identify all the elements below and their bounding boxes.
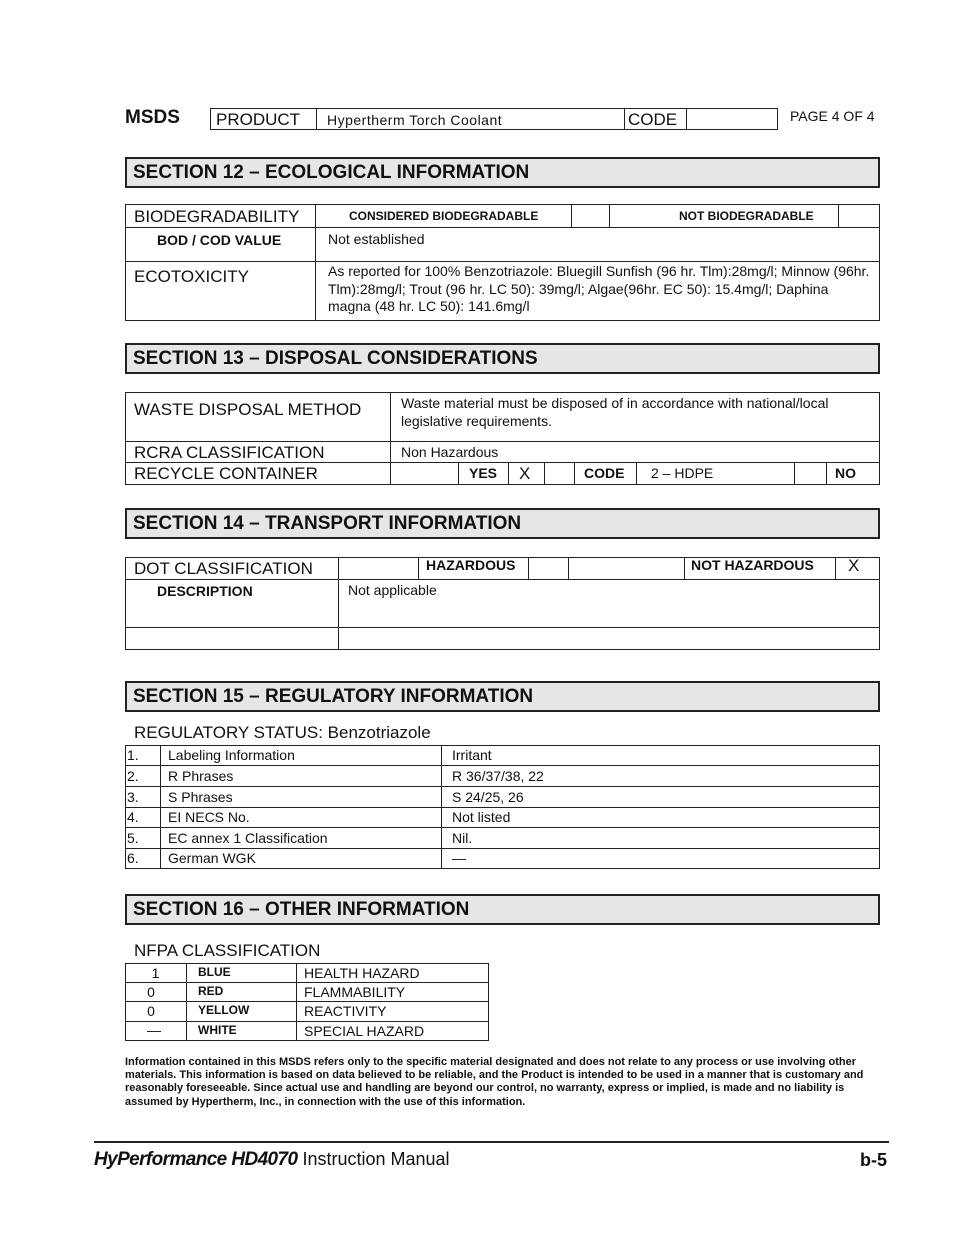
product-value: Hypertherm Torch Coolant — [327, 112, 503, 128]
reg-row-1-num: 1. — [127, 747, 139, 763]
nfpa-row-1-hazard: HEALTH HAZARD — [304, 965, 420, 981]
reg-row-2-item: R Phrases — [168, 768, 234, 784]
reg-row-2-value: R 36/37/38, 22 — [452, 768, 544, 784]
recycle-yes-mark: X — [519, 464, 531, 483]
bod-cod-label: BOD / COD VALUE — [157, 232, 282, 248]
not-biodegradable-checkbox — [840, 206, 878, 226]
code-value-cell — [686, 108, 778, 130]
ecotoxicity-value: As reported for 100% Benzotriazole: Bluegill Sunfish (96 hr. Tlm):28mg/l; Minnow (96hr. Tlm):28mg/l; Trout (96 hr. LC 50): 39mg/l; Algae(96hr. EC 50): 15.4mg/l; Daphina magna (48 hr. LC 50): 141.6mg/l — [328, 263, 870, 314]
nfpa-row-4-num: — — [147, 1022, 161, 1038]
reg-row-4-item: EI NECS No. — [168, 809, 250, 825]
reg-row-5-num: 5. — [127, 830, 139, 846]
recycle-yes-label: YES — [469, 465, 498, 481]
waste-disposal-label: WASTE DISPOSAL METHOD — [134, 400, 362, 419]
nfpa-row-3-num: 0 — [147, 1003, 155, 1019]
reg-row-6-item: German WGK — [168, 850, 256, 866]
recycle-code-label: CODE — [584, 465, 625, 481]
nfpa-row-2-num: 0 — [147, 984, 155, 1000]
footer-page-number: b-5 — [860, 1150, 887, 1170]
code-label: CODE — [628, 110, 678, 129]
nfpa-row-4-color: WHITE — [198, 1023, 237, 1037]
footer-rule — [94, 1141, 889, 1143]
recycle-no-label: NO — [835, 465, 856, 481]
nfpa-row-1-color: BLUE — [198, 965, 231, 979]
code-label-cell — [624, 108, 687, 130]
waste-disposal-value: Waste material must be disposed of in accordance with national/local legislative requirements. — [401, 395, 829, 429]
section-12-title: SECTION 12 – ECOLOGICAL INFORMATION — [125, 157, 880, 188]
nfpa-row-2-hazard: FLAMMABILITY — [304, 984, 406, 1000]
disclaimer: Information contained in this MSDS refers only to the specific material designated and does not relate to any process or use involving other materials. This information is based on data believed to be reliable, and the Product is intended to be used in a manner that is customary and reasonably foreseeable. Since actual use and handling are beyond our control, no warranty, express or implied, is made and no liability is assumed by Hypertherm, Inc., in connection with the use of this information. — [125, 1056, 864, 1108]
product-label: PRODUCT — [216, 110, 301, 129]
not-biodegradable-label: NOT BIODEGRADABLE — [679, 209, 814, 223]
description-label: DESCRIPTION — [157, 583, 253, 599]
regulatory-status: REGULATORY STATUS: Benzotriazole — [134, 723, 431, 742]
recycle-container-label: RECYCLE CONTAINER — [134, 464, 318, 483]
considered-biodegradable-label: CONSIDERED BIODEGRADABLE — [349, 209, 539, 223]
reg-row-5-value: Nil. — [452, 830, 473, 846]
not-hazardous-label: NOT HAZARDOUS — [691, 557, 814, 573]
rcra-label: RCRA CLASSIFICATION — [134, 443, 325, 462]
biodegradability-label: BIODEGRADABILITY — [134, 207, 300, 226]
reg-row-3-num: 3. — [127, 789, 139, 805]
footer-title-rest: Instruction Manual — [297, 1149, 450, 1169]
product-label-cell — [210, 108, 317, 130]
section-16-title: SECTION 16 – OTHER INFORMATION — [125, 894, 880, 925]
rcra-value: Non Hazardous — [401, 444, 499, 460]
reg-row-2-num: 2. — [127, 768, 139, 784]
section-15-title: SECTION 15 – REGULATORY INFORMATION — [125, 681, 880, 712]
nfpa-row-4-hazard: SPECIAL HAZARD — [304, 1023, 425, 1039]
hazardous-label: HAZARDOUS — [426, 557, 516, 573]
section-13-title: SECTION 13 – DISPOSAL CONSIDERATIONS — [125, 343, 880, 374]
nfpa-row-1-num: 1 — [151, 965, 160, 981]
nfpa-row-3-color: YELLOW — [198, 1003, 250, 1017]
nfpa-row-2-color: RED — [198, 984, 224, 998]
reg-row-3-value: S 24/25, 26 — [452, 789, 524, 805]
ecotoxicity-label: ECOTOXICITY — [134, 267, 249, 286]
nfpa-classification-label: NFPA CLASSIFICATION — [134, 941, 321, 960]
reg-row-6-value: — — [452, 850, 466, 866]
section-14-title: SECTION 14 – TRANSPORT INFORMATION — [125, 508, 880, 539]
considered-biodegradable-checkbox — [573, 206, 608, 226]
description-value: Not applicable — [348, 582, 437, 598]
footer-title-bold: HyPerformance HD4070 — [94, 1149, 298, 1170]
reg-row-5-item: EC annex 1 Classification — [168, 830, 328, 846]
msds-label: MSDS — [125, 107, 180, 128]
bod-cod-value: Not established — [328, 231, 425, 247]
not-hazardous-mark: X — [848, 556, 860, 575]
recycle-code-value: 2 – HDPE — [651, 465, 714, 481]
reg-row-4-num: 4. — [127, 809, 139, 825]
nfpa-row-3-hazard: REACTIVITY — [304, 1003, 387, 1019]
dot-classification-label: DOT CLASSIFICATION — [134, 559, 313, 578]
reg-row-4-value: Not listed — [452, 809, 511, 825]
reg-row-6-num: 6. — [127, 850, 139, 866]
reg-row-3-item: S Phrases — [168, 789, 233, 805]
reg-row-1-value: Irritant — [452, 747, 492, 763]
page-indicator: PAGE 4 OF 4 — [790, 108, 875, 124]
reg-row-1-item: Labeling Information — [168, 747, 295, 763]
product-value-cell — [316, 108, 625, 130]
footer-title — [94, 1149, 450, 1171]
